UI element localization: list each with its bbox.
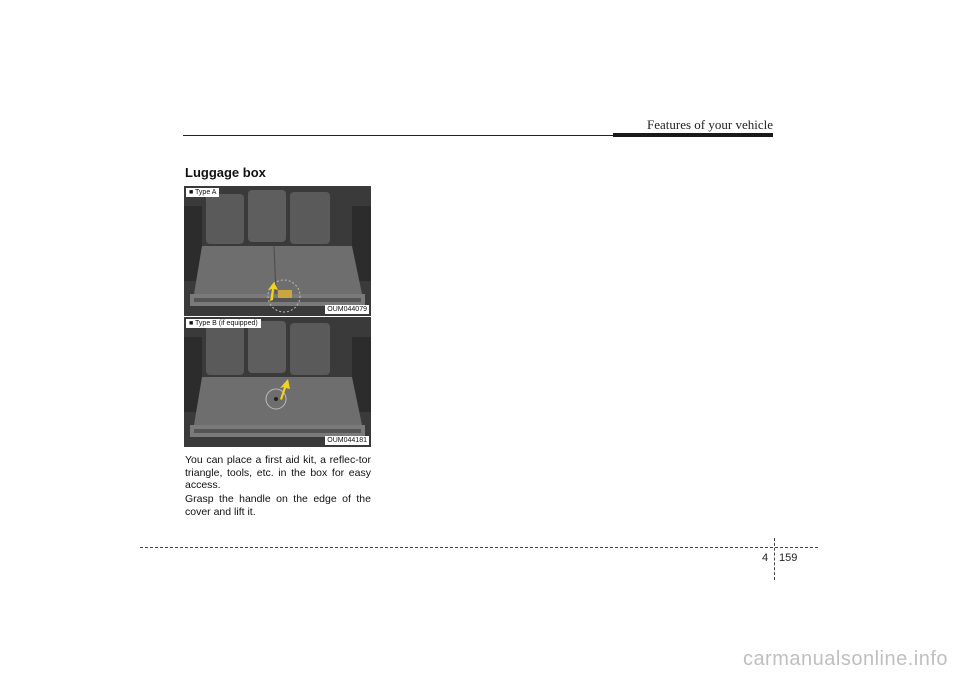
header-rule [183, 135, 613, 136]
cargo-area-illustration-b [184, 317, 371, 447]
body-paragraph-2: Grasp the handle on the edge of the cover and lift it. [185, 493, 371, 518]
section-title: Luggage box [185, 165, 266, 180]
header-rule-accent [613, 133, 773, 137]
figure-type-b [184, 317, 371, 447]
footer-page-separator [774, 538, 775, 580]
figure-type-b-label: ■ Type B (if equipped) [186, 319, 261, 328]
chapter-number: 4 [762, 552, 769, 564]
body-paragraph-1: You can place a first aid kit, a reflec-tor triangle, tools, etc. in the box for easy access. [185, 454, 371, 491]
page-number: 159 [779, 552, 798, 564]
figure-type-a-code: OUM044079 [327, 306, 367, 313]
cargo-area-illustration-a [184, 186, 371, 316]
figure-type-b-code: OUM044181 [327, 437, 367, 444]
watermark: carmanualsonline.info [742, 648, 948, 670]
page-header-title: Features of your vehicle [647, 117, 773, 132]
footer-rule [140, 547, 818, 548]
figure-type-a [184, 186, 371, 316]
figure-type-a-label: ■ Type A [186, 188, 219, 197]
